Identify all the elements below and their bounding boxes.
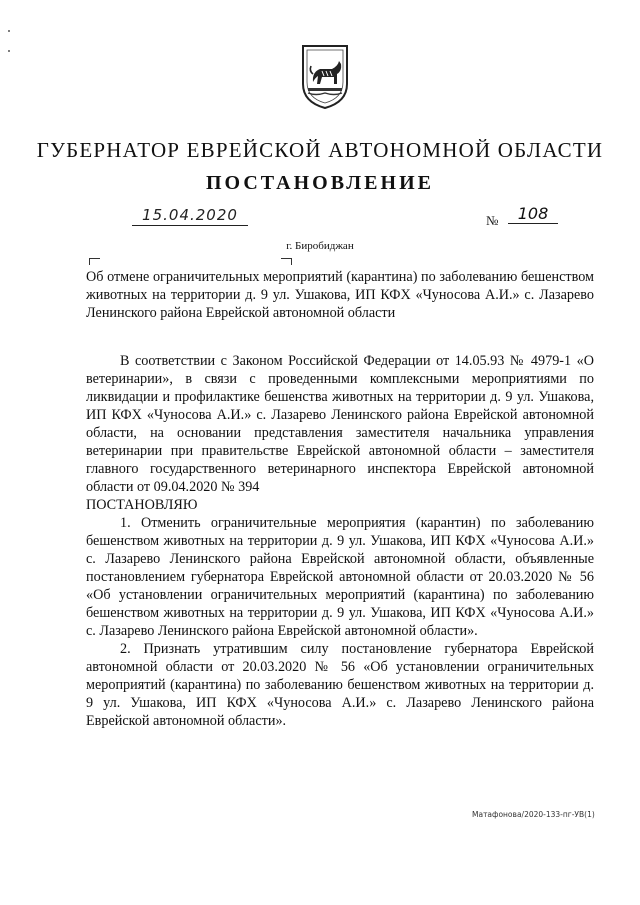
decree-word: ПОСТАНОВЛЯЮ bbox=[86, 497, 198, 513]
document-number: 108 bbox=[508, 204, 558, 224]
document-type: ПОСТАНОВЛЕНИЕ bbox=[206, 172, 434, 194]
subject-text: Об отмене ограничительных мероприятий (карантина) по заболеванию бешенством животных на территории д. 9 ул. Ушакова, ИП КФХ «Чуносова А.И.» с. Лазарево Ленинского района Еврейской автономной области bbox=[86, 269, 594, 321]
document-body bbox=[86, 352, 594, 730]
scan-speck bbox=[8, 30, 10, 32]
issuer-title: ГУБЕРНАТОР ЕВРЕЙСКОЙ АВТОНОМНОЙ ОБЛАСТИ bbox=[36, 138, 604, 162]
preamble-paragraph: В соответствии с Законом Российской Федерации от 14.05.93 № 4979-1 «О ветеринарии», в связи с проведенными комплексными мероприятиями по ликвидации и профилактике бешенства животных на территории д. 9 ул. Ушакова, ИП КФХ «Чуносова А.И.» с. Лазарево Ленинского района Еврейской автономной области, на основании представления заместителя начальника управления ветеринарии при правительстве Еврейской автономной области – заместителя главного государственного ветеринарного инспектора Еврейской автономной области от 09.04.2020 № 394 bbox=[86, 353, 594, 495]
item-2-paragraph: 2. Признать утратившим силу постановление губернатора Еврейской автономной области от 20.03.2020 № 56 «Об установлении ограничительных мероприятий (карантина) по заболеванию бешенством животных на территории д. 9 ул. Ушакова, ИП КФХ «Чуносова А.И.» с. Лазарево Ленинского района Еврейской автономной области». bbox=[86, 641, 594, 729]
item-1-paragraph: 1. Отменить ограничительные мероприятия (карантин) по заболеванию бешенством животных на территории д. 9 ул. Ушакова, ИП КФХ «Чуносова А.И.» с. Лазарево Ленинского района Еврейской автономной области, объявленные постановлением губернатора Еврейской автономной области от 20.03.2020 № 56 «Об установлении ограничительных мероприятий (карантина) по заболеванию бешенством животных на территории д. 9 ул. Ушакова, ИП КФХ «Чуносова А.И.» с. Лазарево Ленинского района Еврейской автономной области». bbox=[86, 515, 594, 639]
subject-corner-right bbox=[281, 258, 292, 265]
subject-corner-left bbox=[89, 258, 100, 265]
city-line: г. Биробиджан bbox=[286, 240, 354, 252]
footer-reference: Матафонова/2020-133-пг-УВ(1) bbox=[472, 810, 595, 819]
coat-of-arms-emblem bbox=[300, 44, 350, 110]
scan-speck bbox=[8, 50, 10, 52]
document-date: 15.04.2020 bbox=[132, 206, 248, 226]
document-subject bbox=[86, 268, 594, 322]
number-label: № bbox=[486, 213, 499, 228]
